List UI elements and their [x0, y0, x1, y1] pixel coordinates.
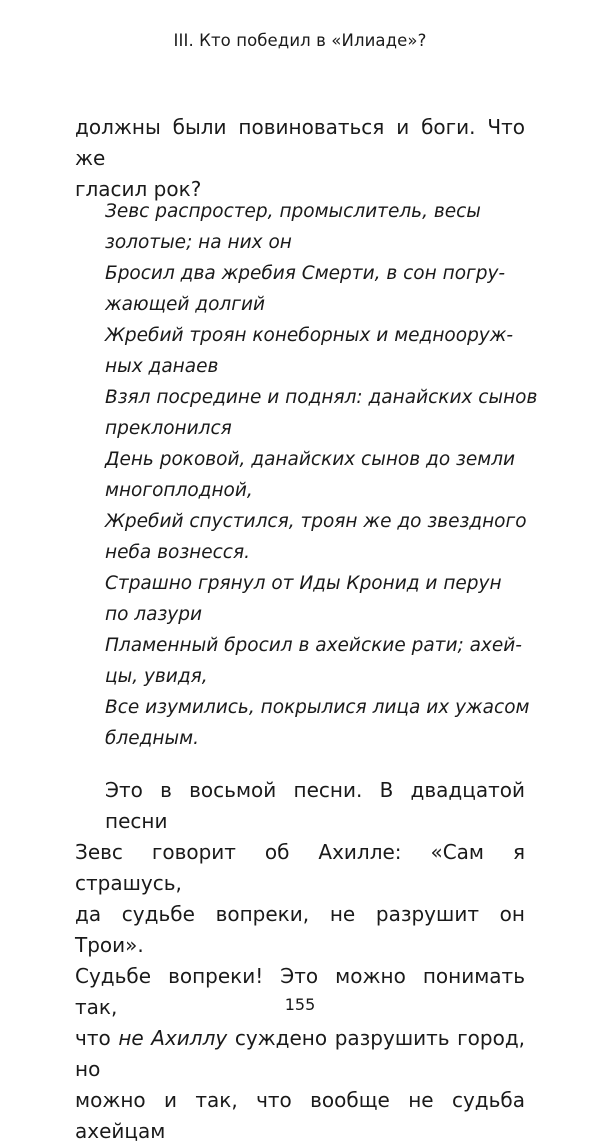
poem-line: многоплодной,	[105, 480, 253, 501]
body-paragraph	[75, 775, 525, 1147]
paragraph-line	[75, 1023, 525, 1085]
poem-line: Зевс распростер, промыслитель, весы	[105, 201, 481, 222]
poem-line: Жребий спустился, троян же до звездного	[105, 511, 527, 532]
paragraph-line: да судьбе вопреки, не разрушит он Трои».	[75, 902, 525, 957]
paragraph-line: Судьбе вопреки! Это можно понимать так,	[75, 964, 525, 1019]
intro-line: гласил рок?	[75, 177, 202, 201]
running-head: III. Кто победил в «Илиаде»?	[173, 31, 427, 50]
page-number: 155	[284, 995, 316, 1014]
poem-line: по лазури	[105, 604, 203, 625]
poem-line: преклонился	[105, 418, 232, 439]
poem-line: Все изумились, покрылися лица их ужасом	[105, 697, 530, 718]
intro-line: должны были повиноваться и боги. Что же	[75, 115, 525, 170]
poem-line: золотые; на них он	[105, 232, 292, 253]
paragraph-text: что	[75, 1026, 111, 1050]
poem-line: бледным.	[105, 728, 199, 749]
poem-line: Жребий троян конеборных и меднооруж-	[105, 325, 514, 346]
poem-line: День роковой, данайских сынов до земли	[105, 449, 516, 470]
paragraph-line: Это в восьмой песни. В двадцатой песни	[105, 778, 525, 833]
poem-line: жающей долгий	[105, 294, 265, 315]
poem-line: Страшно грянул от Иды Кронид и перун	[105, 573, 502, 594]
intro-paragraph	[75, 112, 525, 205]
poem-quote	[105, 196, 538, 754]
paragraph-line: Зевс говорит об Ахилле: «Сам я страшусь,	[75, 840, 525, 895]
poem-line: ных данаев	[105, 356, 219, 377]
poem-line: Бросил два жребия Смерти, в сон погру-	[105, 263, 506, 284]
poem-line: Пламенный бросил в ахейские рати; ахей-	[105, 635, 522, 656]
paragraph-text: суждено разрушить город, но	[75, 1026, 526, 1081]
emphasis-text: не Ахиллу	[118, 1026, 228, 1050]
poem-line: неба вознесся.	[105, 542, 250, 563]
poem-line: Взял посредине и поднял: данайских сынов	[105, 387, 538, 408]
paragraph-line: можно и так, что вообще не судьба ахейцам	[75, 1088, 525, 1143]
poem-line: цы, увидя,	[105, 666, 208, 687]
